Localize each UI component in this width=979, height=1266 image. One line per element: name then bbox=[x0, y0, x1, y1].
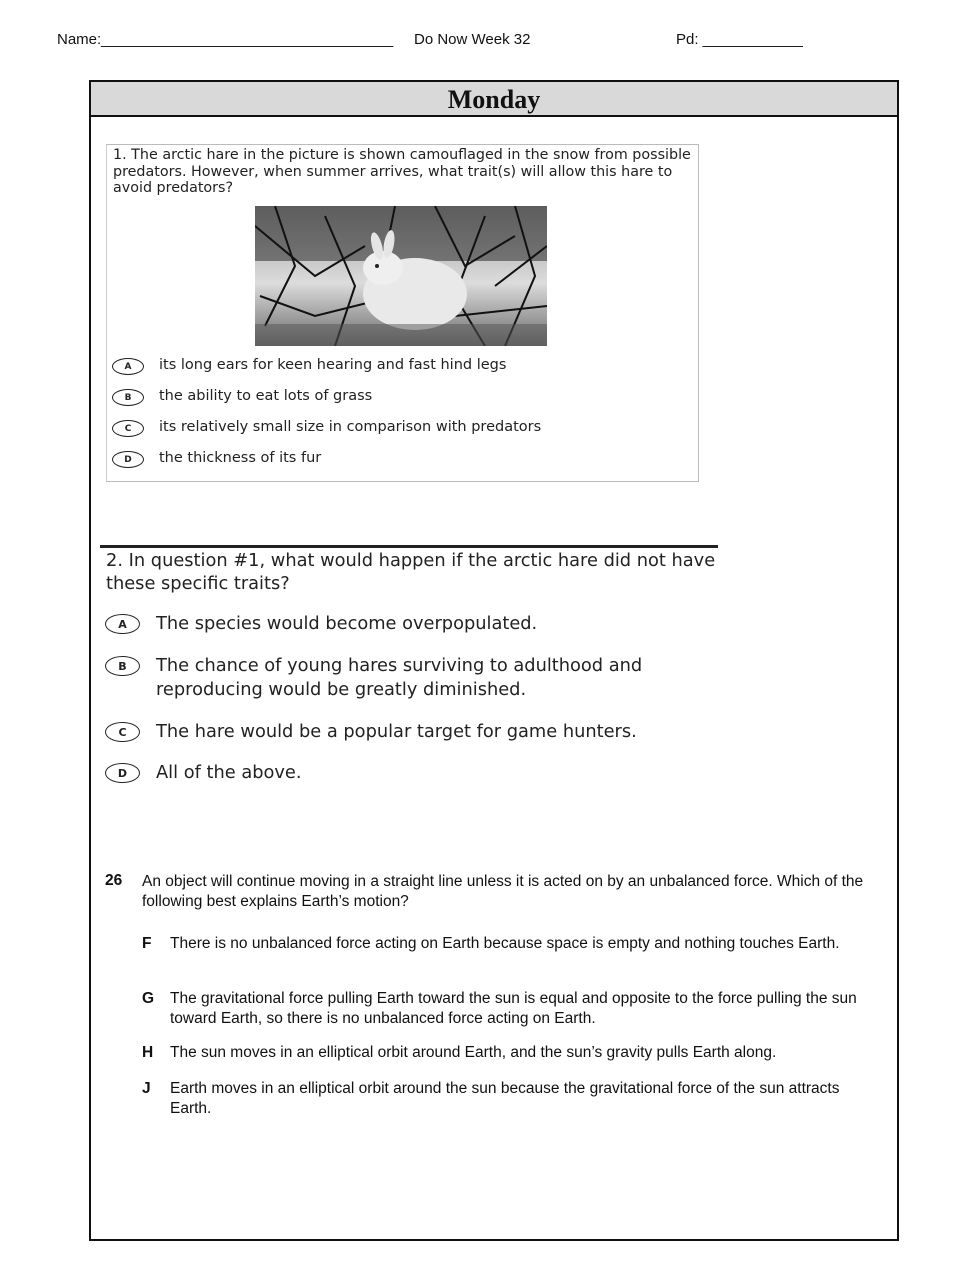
option-bubble-d[interactable]: D bbox=[105, 763, 140, 783]
q2-option-c-text: The hare would be a popular target for game hunters. bbox=[156, 721, 637, 742]
q2-option-b[interactable] bbox=[105, 654, 725, 702]
q26-option-letter: H bbox=[142, 1044, 154, 1061]
q26-option-letter: F bbox=[142, 935, 152, 952]
q1-option-c[interactable] bbox=[112, 419, 541, 437]
q26-option-g-text: The gravitational force pulling Earth toward the sun is equal and opposite to the force pulling the sun toward Earth, so there is no unbalanced force acting on Earth. bbox=[170, 990, 857, 1027]
q2-option-a[interactable] bbox=[105, 612, 537, 636]
name-field-label: Name:___________________________________ bbox=[57, 31, 394, 48]
q1-option-d-text: the thickness of its fur bbox=[159, 450, 322, 466]
q26-option-h-text: The sun moves in an elliptical orbit around Earth, and the sun’s gravity pulls Earth along. bbox=[170, 1044, 777, 1061]
q1-option-c-text: its relatively small size in comparison with predators bbox=[159, 419, 542, 435]
q2-option-a-text: The species would become overpopulated. bbox=[156, 613, 538, 634]
worksheet-title: Do Now Week 32 bbox=[414, 31, 531, 48]
question-2-stem: 2. In question #1, what would happen if the arctic hare did not have these specific traits? bbox=[106, 550, 716, 594]
q26-option-letter: J bbox=[142, 1080, 151, 1097]
q26-option-h[interactable] bbox=[142, 1043, 882, 1063]
q1-option-a-text: its long ears for keen hearing and fast hind legs bbox=[159, 357, 507, 373]
q1-option-a[interactable] bbox=[112, 357, 506, 375]
q26-option-letter: G bbox=[142, 990, 155, 1007]
q26-option-j-text: Earth moves in an elliptical orbit around the sun because the gravitational force of the sun attracts Earth. bbox=[170, 1080, 840, 1117]
q26-option-f[interactable] bbox=[142, 934, 882, 954]
arctic-hare-photo bbox=[255, 206, 547, 346]
option-bubble-b[interactable]: B bbox=[105, 656, 140, 676]
period-field-label: Pd: ____________ bbox=[676, 31, 803, 48]
q2-option-b-text: The chance of young hares surviving to adulthood and reproducing would be greatly diminished. bbox=[156, 655, 643, 700]
day-title: Monday bbox=[447, 85, 541, 114]
option-bubble-c[interactable]: C bbox=[105, 722, 140, 742]
q1-option-d[interactable] bbox=[112, 450, 321, 468]
q2-option-d[interactable] bbox=[105, 761, 302, 785]
option-bubble-b[interactable]: B bbox=[112, 389, 144, 406]
q26-option-j[interactable] bbox=[142, 1079, 882, 1119]
question-2-divider bbox=[100, 545, 718, 548]
option-bubble-d[interactable]: D bbox=[112, 451, 144, 468]
option-bubble-a[interactable]: A bbox=[112, 358, 144, 375]
question-26-number: 26 bbox=[105, 872, 123, 889]
q1-option-b-text: the ability to eat lots of grass bbox=[159, 388, 373, 404]
question-26-stem: An object will continue moving in a straight line unless it is acted on by an unbalanced force. Which of the following best explains Earth’s motion? bbox=[142, 873, 864, 910]
q26-option-g[interactable] bbox=[142, 989, 882, 1029]
q2-option-c[interactable] bbox=[105, 720, 637, 744]
option-bubble-c[interactable]: C bbox=[112, 420, 144, 437]
day-banner bbox=[91, 82, 897, 117]
question-1-stem: 1. The arctic hare in the picture is shown camouflaged in the snow from possible predators. However, when summer arrives, what trait(s) will allow this hare to avoid predators? bbox=[113, 147, 691, 197]
option-bubble-a[interactable]: A bbox=[105, 614, 140, 634]
question-1-box bbox=[106, 144, 699, 482]
q26-option-f-text: There is no unbalanced force acting on Earth because space is empty and nothing touches Earth. bbox=[170, 935, 840, 952]
q1-option-b[interactable] bbox=[112, 388, 372, 406]
q2-option-d-text: All of the above. bbox=[156, 762, 302, 783]
